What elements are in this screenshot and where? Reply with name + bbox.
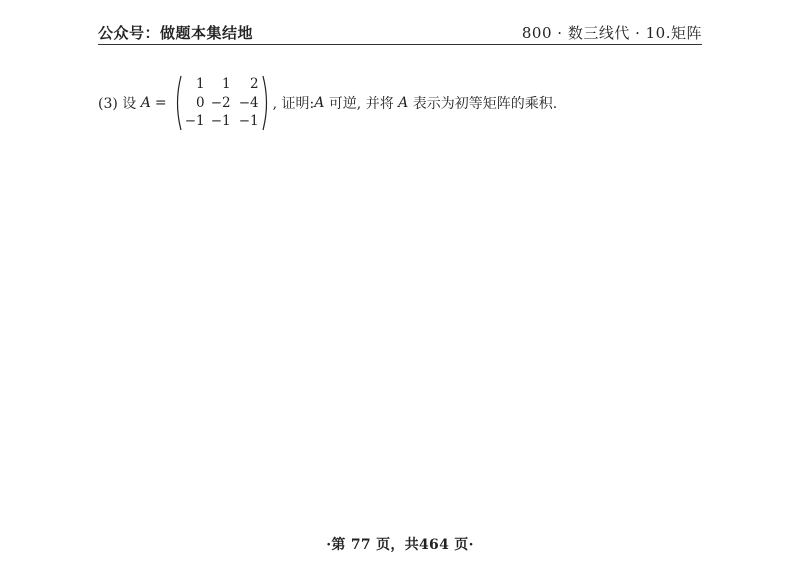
matrix-cell: 0: [196, 94, 205, 111]
matrix-cell: 1: [196, 76, 205, 92]
problem-text-2: 可逆, 并将: [324, 96, 399, 112]
problem-text-1: , 证明:: [272, 96, 315, 112]
left-parenthesis: [173, 75, 183, 131]
matrix-a: [173, 75, 271, 131]
matrix-cell: −2: [210, 94, 231, 111]
matrix-variable: A: [314, 95, 325, 111]
page-footer: ·第 77 页，共464 页·: [326, 537, 474, 553]
matrix-variable: A: [140, 95, 151, 111]
problem-statement: [98, 75, 557, 131]
header-source: 公众号：做题本集结地: [98, 24, 254, 42]
matrix-cell: 2: [250, 76, 259, 92]
matrix-cell: −4: [238, 94, 259, 111]
problem-text-3: 表示为初等矩阵的乘积.: [408, 96, 558, 112]
matrix-cell: −1: [184, 113, 205, 130]
equals-sign: =: [154, 95, 167, 111]
matrix-variable: A: [398, 95, 409, 111]
matrix-cell: −1: [238, 113, 259, 130]
page-header: [98, 18, 702, 45]
right-parenthesis: [261, 75, 271, 131]
header-chapter: 800 · 数三线代 · 10.矩阵: [521, 24, 702, 42]
matrix-cell: 1: [222, 76, 231, 92]
matrix-grid: [183, 75, 261, 131]
problem-number: (3) 设: [98, 96, 141, 112]
matrix-cell: −1: [210, 113, 231, 130]
